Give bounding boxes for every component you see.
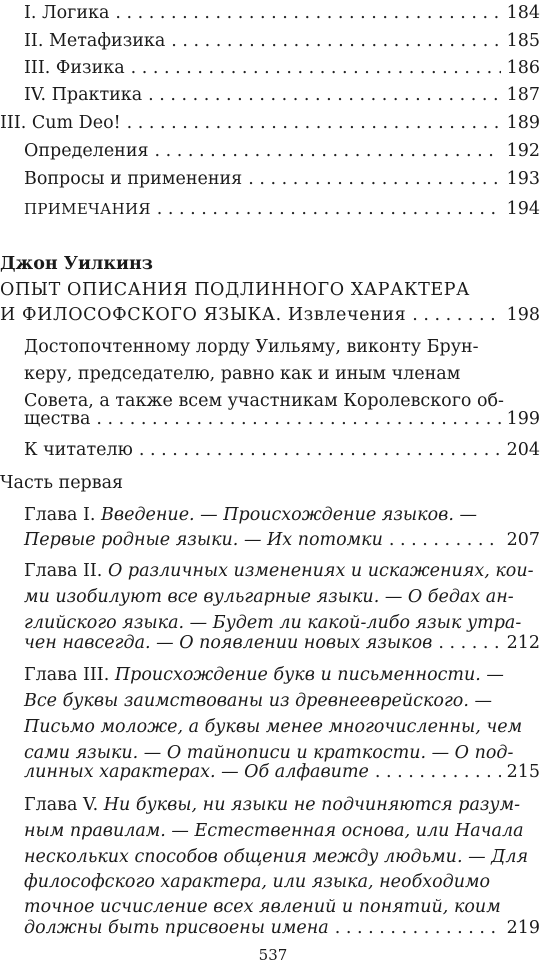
chapter-line	[24, 662, 504, 689]
toc-entry-page: 187	[506, 85, 540, 105]
leader-dots	[375, 759, 501, 786]
work-title-line-1: ОПЫТ ОПИСАНИЯ ПОДЛИННОГО ХАРАКТЕРА	[0, 280, 471, 300]
toc-entry-cum-deo[interactable]	[0, 110, 540, 137]
chapter-prefix: Глава V.	[24, 795, 99, 815]
chapter-entry-3[interactable]	[24, 759, 540, 786]
toc-entry-page: 198	[506, 305, 540, 325]
toc-entry-physics[interactable]	[24, 55, 540, 82]
work-title-line-2: И ФИЛОСОФСКОГО ЯЗЫКА.	[0, 305, 282, 325]
work-title-entry[interactable]	[0, 302, 540, 329]
leader-dots	[148, 82, 500, 109]
toc-entry-label: Вопросы и применения	[24, 169, 243, 189]
leader-dots	[139, 437, 501, 464]
toc-entry-label: ПРИМЕЧАНИЯ	[24, 200, 151, 218]
leader-dots	[389, 527, 501, 554]
toc-entry-page: 194	[506, 199, 540, 219]
toc-entry-definitions[interactable]	[24, 138, 540, 165]
chapter-last-line: должны быть присвоены имена	[24, 918, 329, 938]
toc-entry-label: III. Cum Deo!	[0, 113, 121, 133]
leader-dots	[157, 196, 501, 223]
dedication-line: Достопочтенному лорду Уильяму, виконту Брун-	[24, 337, 479, 357]
leader-dots	[115, 0, 500, 27]
chapter-line: точное исчисление всех явлений и понятий, коим	[24, 897, 501, 917]
toc-entry-page: 192	[506, 141, 540, 161]
work-title-suffix: Извлечения	[287, 305, 407, 325]
dedication-last-line: щества	[24, 409, 91, 429]
toc-entry-page: 199	[506, 409, 540, 429]
dedication-entry[interactable]	[24, 406, 540, 433]
chapter-line: ным правилам. — Естественная основа, или Начала	[24, 821, 524, 841]
toc-entry-questions[interactable]	[24, 166, 540, 193]
chapter-line: сами языки. — О тайнописи и краткости. — О под-	[24, 743, 514, 763]
toc-entry-page: 215	[506, 762, 540, 782]
chapter-entry-1[interactable]	[24, 527, 540, 554]
chapter-line: ми изобилуют все вульгарные языки. — О бедах ан-	[24, 587, 514, 607]
leader-dots	[127, 110, 501, 137]
chapter-line: Все буквы заимствованы из древнееврейского. —	[24, 691, 492, 711]
toc-entry-page: 204	[506, 440, 540, 460]
dedication-line: Совета, а также всем участникам Королевского об-	[24, 391, 504, 411]
chapter-last-line: Первые родные языки. — Их потомки	[24, 530, 383, 550]
toc-entry-logic[interactable]	[24, 0, 540, 27]
toc-entry-label: III. Физика	[24, 58, 125, 78]
toc-entry-page: 219	[506, 918, 540, 938]
chapter-line: нескольких способов общения между людьми. — Для	[24, 847, 529, 867]
toc-entry-page: 212	[506, 633, 540, 653]
chapter-prefix: Глава III.	[24, 665, 110, 685]
toc-entry-page: 186	[506, 58, 540, 78]
chapter-line	[24, 792, 520, 819]
chapter-line	[24, 502, 477, 529]
chapter-text: О различных изменениях и искажениях, кои-	[107, 561, 534, 581]
toc-entry-label: I. Логика	[24, 3, 110, 23]
toc-entry-page: 193	[506, 169, 540, 189]
leader-dots	[171, 28, 500, 55]
toc-entry-notes[interactable]	[24, 196, 540, 223]
toc-entry-page: 189	[506, 113, 540, 133]
toc-entry-page: 184	[506, 3, 540, 23]
chapter-text: Введение. — Происхождение языков. —	[101, 505, 477, 525]
toc-entry-label: К читателю	[24, 440, 133, 460]
leader-dots	[335, 915, 501, 942]
chapter-prefix: Глава II.	[24, 561, 103, 581]
chapter-last-line: чен навсегда. — О появлении новых языков	[24, 633, 433, 653]
chapter-line: философского характера, или языка, необходимо	[24, 872, 491, 892]
leader-dots	[248, 166, 500, 193]
chapter-last-line: линных характерах. — Об алфавите	[24, 762, 369, 782]
chapter-line: глийского языка. — Будет ли какой-либо язык утра-	[24, 613, 522, 633]
chapter-prefix: Глава I.	[24, 505, 96, 525]
toc-entry-label: II. Метафизика	[24, 31, 166, 51]
chapter-text: Происхождение букв и письменности. —	[114, 665, 504, 685]
page-number: 537	[258, 946, 288, 964]
chapter-entry-2[interactable]	[24, 630, 540, 657]
leader-dots	[96, 406, 500, 433]
chapter-entry-5[interactable]	[24, 915, 540, 942]
toc-entry-practice[interactable]	[24, 82, 540, 109]
author-name: Джон Уилкинз	[0, 254, 153, 274]
toc-entry-label: IV. Практика	[24, 85, 143, 105]
leader-dots	[155, 138, 501, 165]
leader-dots	[438, 630, 500, 657]
part-heading: Часть первая	[0, 473, 124, 493]
toc-entry-to-reader[interactable]	[24, 437, 540, 464]
chapter-text: Ни буквы, ни языки не подчиняются разум-	[103, 795, 521, 815]
leader-dots	[412, 302, 500, 329]
toc-entry-page: 185	[506, 31, 540, 51]
leader-dots	[131, 55, 501, 82]
chapter-line	[24, 558, 534, 585]
toc-entry-label: Определения	[24, 141, 149, 161]
chapter-line: Письмо моложе, а буквы менее многочисленны, чем	[24, 717, 523, 737]
dedication-line: керу, председателю, равно как и иным членам	[24, 364, 461, 384]
toc-entry-page: 207	[506, 530, 540, 550]
toc-entry-metaphysics[interactable]	[24, 28, 540, 55]
